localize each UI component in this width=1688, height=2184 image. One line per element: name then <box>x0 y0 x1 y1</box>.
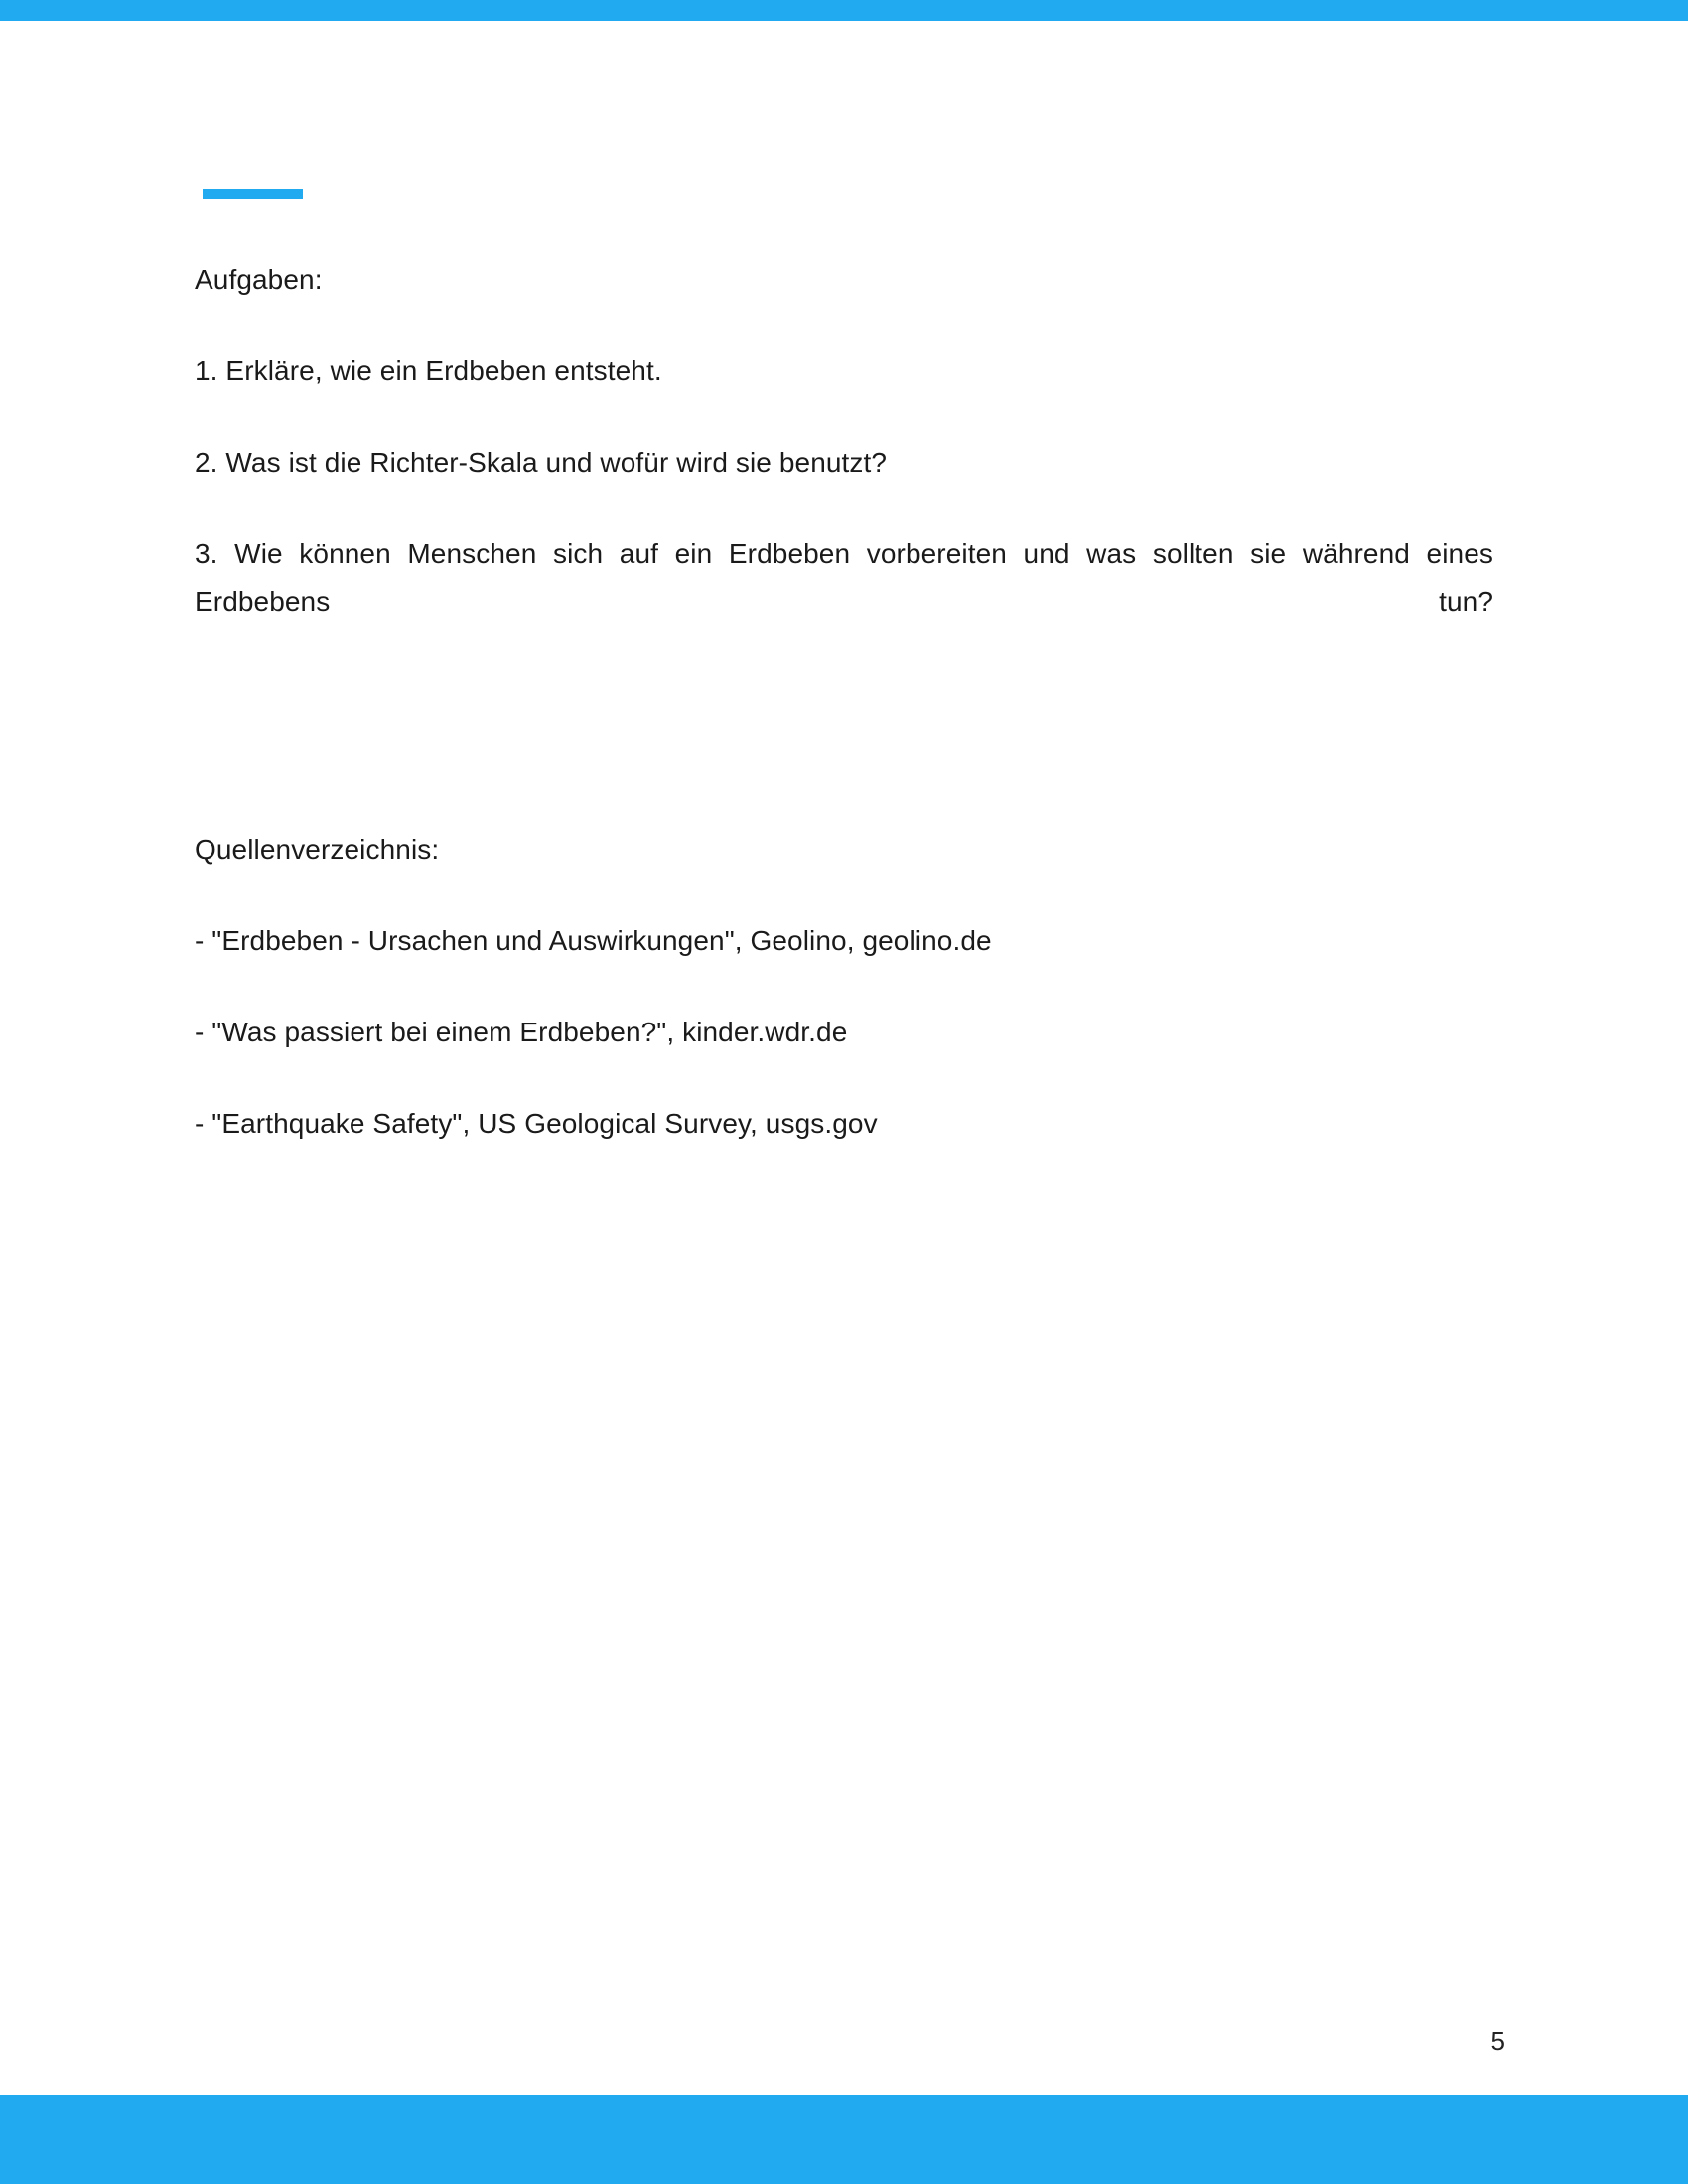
tasks-heading: Aufgaben: <box>195 264 323 295</box>
source-item-2: - "Was passiert bei einem Erdbeben?", kinder.wdr.de <box>195 1017 848 1047</box>
task-item-2: 2. Was ist die Richter-Skala und wofür wird sie benutzt? <box>195 447 888 478</box>
sources-heading: Quellenverzeichnis: <box>195 834 440 865</box>
source-item-1: - "Erdbeben - Ursachen und Auswirkungen", Geolino, geolino.de <box>195 925 992 956</box>
page-content <box>195 256 1493 1191</box>
task-item-1: 1. Erkläre, wie ein Erdbeben entsteht. <box>195 355 662 386</box>
source-item-3: - "Earthquake Safety", US Geological Survey, usgs.gov <box>195 1108 878 1139</box>
page-number: 5 <box>1490 2026 1505 2056</box>
bottom-brand-band <box>0 2095 1688 2184</box>
section-spacer <box>195 717 1493 826</box>
accent-rule <box>203 189 303 199</box>
task-item-3: 3. Wie können Menschen sich auf ein Erdbeben vorbereiten und was sollten sie während eines Erdbebens tun? <box>195 538 1493 616</box>
top-brand-band <box>0 0 1688 21</box>
